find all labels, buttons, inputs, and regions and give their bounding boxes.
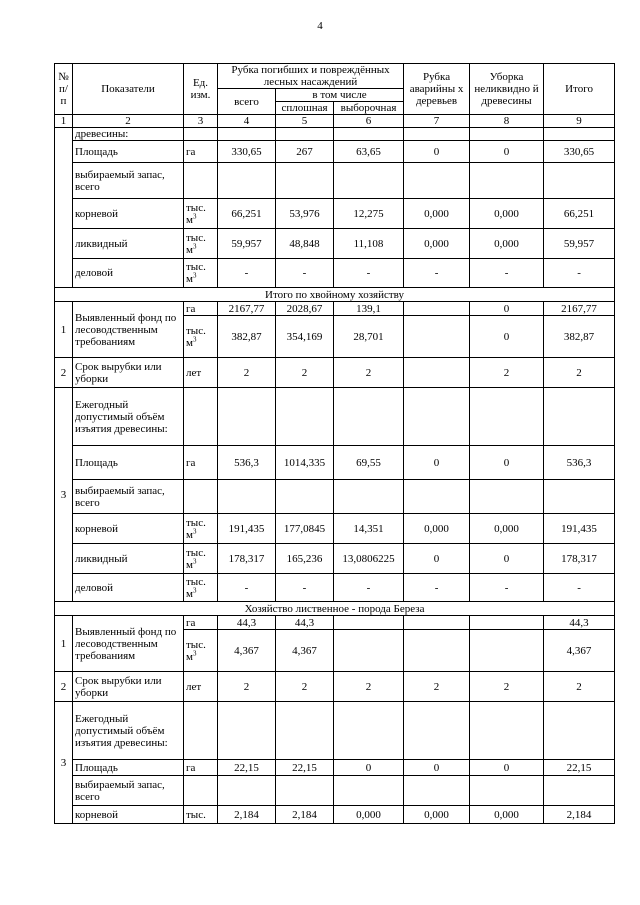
unit-cell: тыс. $м^3$ bbox=[184, 229, 218, 259]
value-cell bbox=[470, 163, 544, 199]
header-grand-total: Итого bbox=[544, 64, 615, 115]
empty-cell bbox=[470, 388, 544, 446]
value-cell: 28,701 bbox=[334, 316, 404, 358]
unit-text: га bbox=[186, 456, 196, 469]
value-cell: - bbox=[470, 574, 544, 602]
unit-text: тыс. м bbox=[186, 638, 206, 663]
value-cell: 191,435 bbox=[544, 514, 615, 544]
value-cell: - bbox=[276, 574, 334, 602]
unit-cell bbox=[184, 446, 218, 480]
value-cell: 2 bbox=[470, 358, 544, 388]
indicator-label: Выявленный фонд по лесоводственным требованиям bbox=[73, 616, 184, 672]
value-cell bbox=[276, 480, 334, 514]
value-cell: - bbox=[334, 574, 404, 602]
value-cell: 12,275 bbox=[334, 199, 404, 229]
unit-cell bbox=[184, 163, 218, 199]
column-number: 9 bbox=[544, 115, 615, 128]
value-cell: 2167,77 bbox=[544, 302, 615, 316]
table-row bbox=[55, 446, 615, 480]
value-cell bbox=[544, 776, 615, 806]
value-cell: 382,87 bbox=[218, 316, 276, 358]
value-cell bbox=[544, 480, 615, 514]
value-cell: 330,65 bbox=[218, 141, 276, 163]
column-number: 7 bbox=[404, 115, 470, 128]
empty-cell bbox=[544, 128, 615, 141]
empty-cell bbox=[184, 388, 218, 446]
unit-cell: тыс. $м^3$ bbox=[184, 259, 218, 288]
value-cell: 66,251 bbox=[544, 199, 615, 229]
unit-text: га bbox=[186, 761, 196, 774]
value-cell: 0,000 bbox=[404, 229, 470, 259]
value-cell: 330,65 bbox=[544, 141, 615, 163]
page-number: 4 bbox=[317, 20, 323, 32]
value-cell: 0,000 bbox=[404, 806, 470, 824]
row-number bbox=[55, 128, 73, 288]
empty-cell bbox=[470, 702, 544, 760]
value-cell: 44,3 bbox=[218, 616, 276, 630]
table-row bbox=[55, 163, 615, 199]
value-cell: 69,55 bbox=[334, 446, 404, 480]
value-cell: 22,15 bbox=[276, 760, 334, 776]
unit-text: лет bbox=[186, 366, 202, 379]
value-cell: 536,3 bbox=[218, 446, 276, 480]
value-cell: 178,317 bbox=[218, 544, 276, 574]
column-number: 5 bbox=[276, 115, 334, 128]
indicator-label: корневой bbox=[73, 199, 184, 229]
value-cell bbox=[334, 616, 404, 630]
unit-cell: тыс. $м^3$ bbox=[184, 316, 218, 358]
value-cell bbox=[470, 480, 544, 514]
table-row bbox=[55, 141, 615, 163]
row-number: 2 bbox=[55, 358, 73, 388]
value-cell: 2 bbox=[470, 672, 544, 702]
empty-cell bbox=[404, 702, 470, 760]
unit-text: тыс. м bbox=[186, 201, 206, 226]
table-row bbox=[55, 672, 615, 702]
value-cell: 139,1 bbox=[334, 302, 404, 316]
table-row bbox=[55, 702, 615, 760]
indicator-label: Выявленный фонд по лесоводственным требованиям bbox=[73, 302, 184, 358]
unit-cell bbox=[184, 358, 218, 388]
value-cell: 11,108 bbox=[334, 229, 404, 259]
row-number: 3 bbox=[55, 388, 73, 602]
empty-cell bbox=[184, 128, 218, 141]
value-cell: - bbox=[404, 574, 470, 602]
unit-text: тыс. м bbox=[186, 261, 206, 285]
column-number: 1 bbox=[55, 115, 73, 128]
unit-cell: тыс. $м^3$ bbox=[184, 544, 218, 574]
value-cell: 177,0845 bbox=[276, 514, 334, 544]
column-number: 2 bbox=[73, 115, 184, 128]
value-cell: 0 bbox=[470, 302, 544, 316]
indicator-label: Ежегодный допустимый объём изъятия древесины: bbox=[73, 388, 184, 446]
value-cell: 0 bbox=[470, 760, 544, 776]
indicator-label: выбираемый запас, всего bbox=[73, 776, 184, 806]
empty-cell bbox=[276, 128, 334, 141]
unit-text: тыс. м bbox=[186, 231, 206, 256]
header-emergency: Рубка аварийны х деревьев bbox=[404, 64, 470, 115]
unit-cell: тыс. $м^3$ bbox=[184, 199, 218, 229]
value-cell: 14,351 bbox=[334, 514, 404, 544]
column-number: 3 bbox=[184, 115, 218, 128]
empty-cell bbox=[334, 128, 404, 141]
column-number: 8 bbox=[470, 115, 544, 128]
indicator-label: Срок вырубки или уборки bbox=[73, 672, 184, 702]
unit-text: га bbox=[186, 145, 196, 158]
column-number: 6 bbox=[334, 115, 404, 128]
unit-text: га bbox=[186, 616, 196, 629]
value-cell: - bbox=[544, 574, 615, 602]
value-cell bbox=[470, 776, 544, 806]
table-row bbox=[55, 229, 615, 259]
empty-cell bbox=[276, 388, 334, 446]
unit-cell bbox=[184, 141, 218, 163]
unit-text: тыс. м bbox=[186, 516, 206, 541]
value-cell: 2,184 bbox=[276, 806, 334, 824]
value-cell bbox=[544, 163, 615, 199]
unit-text: тыс. bbox=[186, 808, 206, 821]
value-cell: 2 bbox=[218, 672, 276, 702]
header-clear: сплошная bbox=[276, 102, 334, 115]
unit-cell bbox=[184, 776, 218, 806]
value-cell: 2 bbox=[404, 672, 470, 702]
value-cell: 44,3 bbox=[544, 616, 615, 630]
value-cell bbox=[404, 358, 470, 388]
table-row bbox=[55, 514, 615, 544]
indicator-label: деловой bbox=[73, 574, 184, 602]
unit-cell: тыс. $м^3$ bbox=[184, 630, 218, 672]
empty-cell bbox=[470, 128, 544, 141]
column-number: 4 bbox=[218, 115, 276, 128]
empty-cell bbox=[218, 128, 276, 141]
value-cell: 2 bbox=[334, 672, 404, 702]
header-indicators: Показатели bbox=[73, 64, 184, 115]
unit-cell bbox=[184, 616, 218, 630]
value-cell: 191,435 bbox=[218, 514, 276, 544]
value-cell: - bbox=[470, 259, 544, 288]
value-cell: 0,000 bbox=[404, 199, 470, 229]
value-cell: 2,184 bbox=[544, 806, 615, 824]
value-cell: 0,000 bbox=[470, 806, 544, 824]
empty-cell bbox=[184, 702, 218, 760]
table-row bbox=[55, 288, 615, 302]
unit-cell bbox=[184, 480, 218, 514]
value-cell: 0,000 bbox=[470, 199, 544, 229]
value-cell: 2 bbox=[276, 672, 334, 702]
value-cell: 4,367 bbox=[218, 630, 276, 672]
unit-text: лет bbox=[186, 680, 202, 693]
header-including: в том числе bbox=[276, 89, 404, 102]
value-cell bbox=[404, 776, 470, 806]
value-cell: 59,957 bbox=[218, 229, 276, 259]
row-number: 3 bbox=[55, 702, 73, 824]
value-cell: 0 bbox=[404, 544, 470, 574]
empty-cell bbox=[334, 702, 404, 760]
section-title: Хозяйство лиственное - порода Береза bbox=[55, 602, 615, 616]
value-cell: 44,3 bbox=[276, 616, 334, 630]
value-cell: 354,169 bbox=[276, 316, 334, 358]
value-cell bbox=[276, 776, 334, 806]
unit-cell: тыс. $м^3$ bbox=[184, 514, 218, 544]
value-cell bbox=[276, 163, 334, 199]
row-number: 1 bbox=[55, 302, 73, 358]
value-cell: 0 bbox=[470, 316, 544, 358]
value-cell: - bbox=[218, 259, 276, 288]
table-row bbox=[55, 544, 615, 574]
value-cell bbox=[404, 616, 470, 630]
empty-cell bbox=[334, 388, 404, 446]
value-cell: 0 bbox=[404, 141, 470, 163]
empty-cell bbox=[218, 702, 276, 760]
unit-cell bbox=[184, 302, 218, 316]
value-cell: 2 bbox=[334, 358, 404, 388]
value-cell: 63,65 bbox=[334, 141, 404, 163]
unit-text: га bbox=[186, 302, 196, 315]
value-cell bbox=[218, 776, 276, 806]
value-cell: 536,3 bbox=[544, 446, 615, 480]
table-row bbox=[55, 616, 615, 630]
value-cell: 2 bbox=[544, 358, 615, 388]
value-cell: 0,000 bbox=[470, 514, 544, 544]
value-cell bbox=[404, 316, 470, 358]
value-cell: 0,000 bbox=[404, 514, 470, 544]
unit-text: тыс. м bbox=[186, 324, 206, 349]
value-cell: - bbox=[404, 259, 470, 288]
value-cell bbox=[218, 163, 276, 199]
value-cell: 13,0806225 bbox=[334, 544, 404, 574]
table-row bbox=[55, 806, 615, 824]
section-title: Итого по хвойному хозяйству bbox=[55, 288, 615, 302]
header-illiquid: Уборка неликвидно й древесины bbox=[470, 64, 544, 115]
value-cell: 0 bbox=[470, 544, 544, 574]
indicator-label: корневой bbox=[73, 806, 184, 824]
header-num: № п/п bbox=[55, 64, 73, 115]
indicator-label: ликвидный bbox=[73, 544, 184, 574]
value-cell: 4,367 bbox=[544, 630, 615, 672]
indicator-label: деловой bbox=[73, 259, 184, 288]
indicator-label: Ежегодный допустимый объём изъятия древесины: bbox=[73, 702, 184, 760]
value-cell: 267 bbox=[276, 141, 334, 163]
value-cell: 0 bbox=[334, 760, 404, 776]
value-cell: 4,367 bbox=[276, 630, 334, 672]
value-cell: 53,976 bbox=[276, 199, 334, 229]
indicator-label: выбираемый запас, всего bbox=[73, 480, 184, 514]
value-cell bbox=[404, 302, 470, 316]
value-cell: 2 bbox=[218, 358, 276, 388]
column-numbers-row bbox=[55, 115, 615, 128]
table-row bbox=[55, 199, 615, 229]
empty-cell bbox=[218, 388, 276, 446]
empty-cell bbox=[404, 388, 470, 446]
row-number: 1 bbox=[55, 616, 73, 672]
value-cell: - bbox=[276, 259, 334, 288]
empty-cell bbox=[276, 702, 334, 760]
unit-cell bbox=[184, 672, 218, 702]
value-cell: 0,000 bbox=[334, 806, 404, 824]
value-cell bbox=[404, 630, 470, 672]
value-cell: - bbox=[334, 259, 404, 288]
table-row bbox=[55, 358, 615, 388]
header-cutting-group: Рубка погибших и повреждённых лесных насаждений bbox=[218, 64, 404, 89]
indicator-label: Площадь bbox=[73, 141, 184, 163]
table-row bbox=[55, 602, 615, 616]
value-cell bbox=[218, 480, 276, 514]
table-row bbox=[55, 128, 615, 141]
value-cell: 0 bbox=[404, 446, 470, 480]
indicator-label: Площадь bbox=[73, 760, 184, 776]
value-cell: 66,251 bbox=[218, 199, 276, 229]
value-cell: 165,236 bbox=[276, 544, 334, 574]
empty-cell bbox=[404, 128, 470, 141]
table-row bbox=[55, 480, 615, 514]
table-row bbox=[55, 302, 615, 316]
header-selective: выборочная bbox=[334, 102, 404, 115]
value-cell: 2 bbox=[276, 358, 334, 388]
table-row bbox=[55, 776, 615, 806]
unit-text: тыс. м bbox=[186, 546, 206, 571]
value-cell: 59,957 bbox=[544, 229, 615, 259]
value-cell: 2028,67 bbox=[276, 302, 334, 316]
unit-cell bbox=[184, 760, 218, 776]
header-total: всего bbox=[218, 89, 276, 115]
table-row bbox=[55, 259, 615, 288]
empty-cell bbox=[544, 388, 615, 446]
indicator-label: ликвидный bbox=[73, 229, 184, 259]
indicator-label: Срок вырубки или уборки bbox=[73, 358, 184, 388]
value-cell: 1014,335 bbox=[276, 446, 334, 480]
value-cell bbox=[334, 630, 404, 672]
value-cell: 2,184 bbox=[218, 806, 276, 824]
value-cell bbox=[470, 616, 544, 630]
value-cell: - bbox=[218, 574, 276, 602]
value-cell: 22,15 bbox=[218, 760, 276, 776]
row-number: 2 bbox=[55, 672, 73, 702]
empty-cell bbox=[544, 702, 615, 760]
value-cell: 2167,77 bbox=[218, 302, 276, 316]
value-cell bbox=[404, 480, 470, 514]
value-cell bbox=[404, 163, 470, 199]
header-unit: Ед. изм. bbox=[184, 64, 218, 115]
unit-cell bbox=[184, 806, 218, 824]
value-cell: 48,848 bbox=[276, 229, 334, 259]
table-row bbox=[55, 388, 615, 446]
indicator-label: корневой bbox=[73, 514, 184, 544]
value-cell bbox=[334, 480, 404, 514]
forest-harvest-table bbox=[54, 63, 615, 824]
value-cell: 178,317 bbox=[544, 544, 615, 574]
indicator-label: древесины: bbox=[73, 128, 184, 141]
table-row bbox=[55, 760, 615, 776]
value-cell bbox=[470, 630, 544, 672]
value-cell: 0 bbox=[470, 141, 544, 163]
value-cell: 2 bbox=[544, 672, 615, 702]
value-cell bbox=[334, 163, 404, 199]
value-cell bbox=[334, 776, 404, 806]
unit-text: тыс. м bbox=[186, 575, 206, 600]
value-cell: 382,87 bbox=[544, 316, 615, 358]
value-cell: 0 bbox=[470, 446, 544, 480]
value-cell: 0 bbox=[404, 760, 470, 776]
indicator-label: выбираемый запас, всего bbox=[73, 163, 184, 199]
value-cell: - bbox=[544, 259, 615, 288]
table-row bbox=[55, 574, 615, 602]
indicator-label: Площадь bbox=[73, 446, 184, 480]
value-cell: 0,000 bbox=[470, 229, 544, 259]
unit-cell: тыс. $м^3$ bbox=[184, 574, 218, 602]
value-cell: 22,15 bbox=[544, 760, 615, 776]
